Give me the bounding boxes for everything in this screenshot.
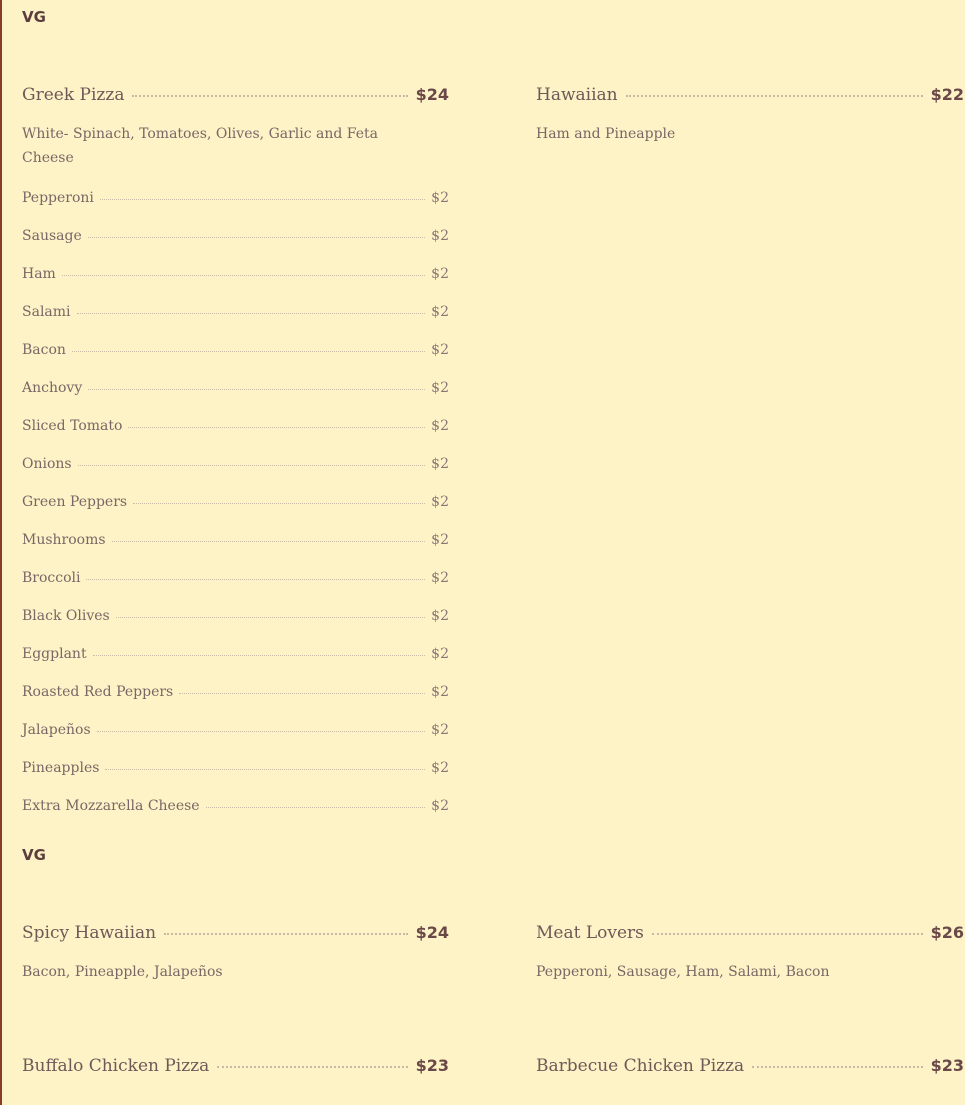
addon-row [22, 646, 449, 684]
addon-row [22, 380, 449, 418]
addon-price: $2 [431, 494, 449, 510]
vg-tag-middle: VG [22, 846, 46, 864]
menu-item-meat-lovers [536, 923, 964, 943]
dot-leader [133, 503, 425, 504]
addon-row [22, 760, 449, 798]
item-price: $23 [930, 1056, 964, 1075]
dot-leader [105, 769, 425, 770]
dot-leader [86, 579, 425, 580]
addon-price: $2 [431, 798, 449, 814]
vg-tag-top: VG [22, 8, 46, 26]
addon-row [22, 304, 449, 342]
addon-price: $2 [431, 418, 449, 434]
menu-item-bbq-chicken [536, 1056, 964, 1076]
addon-row [22, 532, 449, 570]
addon-row [22, 190, 449, 228]
addon-row [22, 722, 449, 760]
dot-leader [100, 199, 425, 200]
addon-name: Black Olives [22, 608, 110, 624]
addon-price: $2 [431, 608, 449, 624]
addon-row [22, 798, 449, 836]
addon-name: Eggplant [22, 646, 87, 662]
addon-row [22, 266, 449, 304]
dot-leader [116, 617, 425, 618]
item-name: Barbecue Chicken Pizza [536, 1056, 745, 1076]
addon-row [22, 418, 449, 456]
dot-leader [164, 933, 407, 935]
item-name: Greek Pizza [22, 85, 125, 105]
dot-leader [72, 351, 425, 352]
item-description: White- Spinach, Tomatoes, Olives, Garlic and Feta Cheese [22, 126, 379, 166]
addon-price: $2 [431, 456, 449, 472]
item-price: $22 [930, 85, 964, 104]
addon-price: $2 [431, 722, 449, 738]
dot-leader [128, 427, 425, 428]
addon-name: Anchovy [22, 380, 83, 396]
addon-name: Pineapples [22, 760, 100, 776]
dot-leader [752, 1066, 922, 1068]
addon-row [22, 684, 449, 722]
addon-name: Pepperoni [22, 190, 94, 206]
item-price: $26 [930, 923, 964, 942]
addon-price: $2 [431, 532, 449, 548]
addon-price: $2 [431, 228, 449, 244]
addon-name: Onions [22, 456, 72, 472]
addon-row [22, 570, 449, 608]
dot-leader [88, 237, 425, 238]
addon-price: $2 [431, 190, 449, 206]
item-price: $24 [415, 85, 449, 104]
dot-leader [78, 465, 426, 466]
addon-name: Roasted Red Peppers [22, 684, 174, 700]
addon-price: $2 [431, 684, 449, 700]
addon-name: Sausage [22, 228, 82, 244]
item-description: Bacon, Pineapple, Jalapeños [22, 964, 223, 980]
addon-price: $2 [431, 266, 449, 282]
addon-name: Bacon [22, 342, 66, 358]
addon-name: Mushrooms [22, 532, 106, 548]
addon-name: Salami [22, 304, 71, 320]
item-name: Hawaiian [536, 85, 618, 105]
item-description: Pepperoni, Sausage, Ham, Salami, Bacon [536, 964, 830, 980]
addon-list [22, 190, 449, 836]
addon-name: Ham [22, 266, 56, 282]
addon-price: $2 [431, 380, 449, 396]
addon-price: $2 [431, 570, 449, 586]
dot-leader [652, 933, 923, 935]
menu-item-hawaiian [536, 85, 964, 105]
dot-leader [112, 541, 426, 542]
addon-name: Extra Mozzarella Cheese [22, 798, 200, 814]
dot-leader [77, 313, 426, 314]
dot-leader [179, 693, 425, 694]
item-price: $23 [415, 1056, 449, 1075]
addon-row [22, 494, 449, 532]
addon-row [22, 456, 449, 494]
addon-row [22, 228, 449, 266]
dot-leader [93, 655, 426, 656]
item-name: Buffalo Chicken Pizza [22, 1056, 210, 1076]
addon-row [22, 608, 449, 646]
addon-name: Sliced Tomato [22, 418, 123, 434]
addon-price: $2 [431, 646, 449, 662]
addon-name: Green Peppers [22, 494, 128, 510]
menu-item-spicy-hawaiian [22, 923, 449, 943]
dot-leader [97, 731, 426, 732]
item-price: $24 [415, 923, 449, 942]
addon-name: Jalapeños [22, 722, 91, 738]
item-name: Meat Lovers [536, 923, 644, 943]
dot-leader [626, 95, 923, 97]
addon-price: $2 [431, 760, 449, 776]
menu-item-greek-pizza [22, 85, 449, 105]
menu-item-buffalo-chicken [22, 1056, 449, 1076]
dot-leader [62, 275, 425, 276]
item-name: Spicy Hawaiian [22, 923, 157, 943]
dot-leader [206, 807, 426, 808]
addon-row [22, 342, 449, 380]
addon-name: Broccoli [22, 570, 81, 586]
dot-leader [132, 95, 407, 97]
dot-leader [88, 389, 425, 390]
addon-price: $2 [431, 342, 449, 358]
dot-leader [217, 1066, 407, 1068]
item-description: Ham and Pineapple [536, 126, 676, 142]
addon-price: $2 [431, 304, 449, 320]
